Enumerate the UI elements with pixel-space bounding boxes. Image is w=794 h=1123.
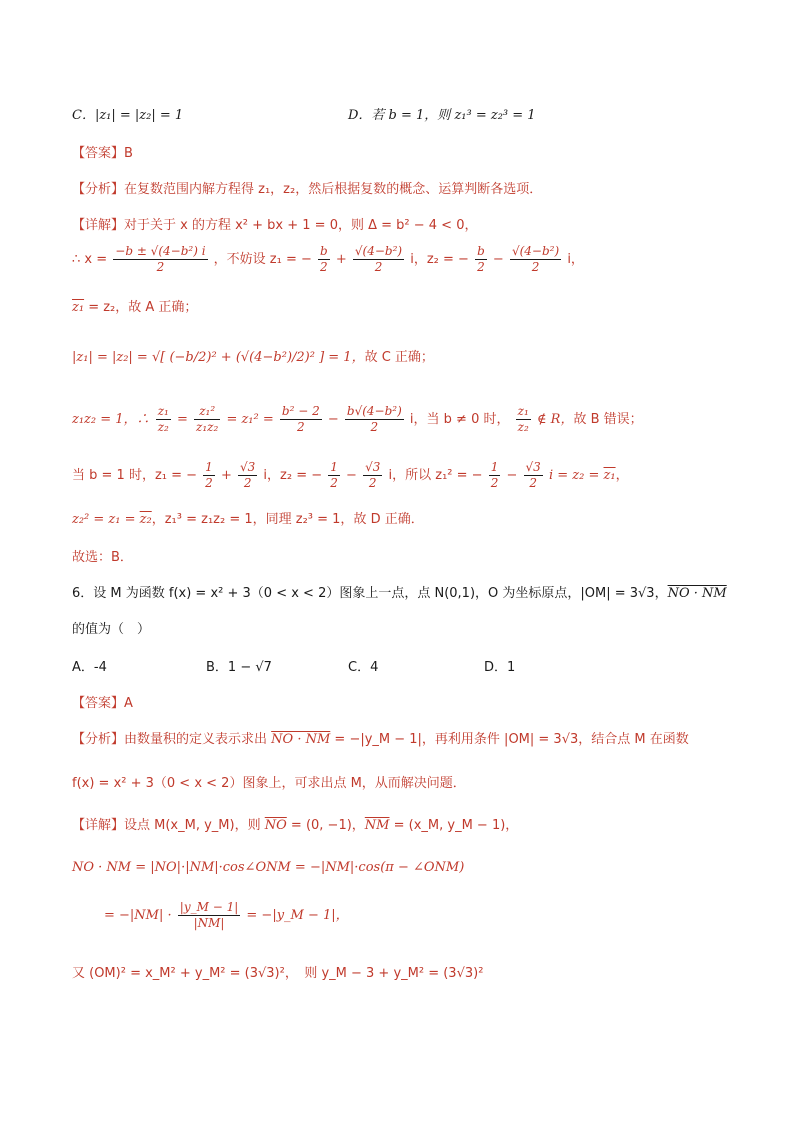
option-d: D．若 b = 1，则 z₁³ = z₂³ = 1 [348,108,536,123]
option-6-a: A．-4 [72,660,107,675]
answer-5: 【答案】B [72,146,133,161]
detail-5-line-1 [72,216,477,236]
analysis-5 [72,180,542,200]
answer-6: 【答案】A [72,696,133,711]
option-6-d: D．1 [484,660,516,675]
detail-5-line-6: 当 b = 1 时，z₁ = − $\frac{1}{2}$ + $\frac{√3}{2}$ i，z₂ = − $\frac{1}{2}$ − $\frac{√3}{2}$ i，所以 z₁² = − $\frac{1}{2}$ − $\frac{√3}{2}$ i = z₂ = z₁， [72,460,629,490]
analysis-text: 在复数范围内解方程得 z₁，z₂，然后根据复数的概念、运算判断各选项． [124,182,543,197]
choose-5: 故选：B． [72,550,133,565]
detail-6-line-1: 【详解】设点 M(x_M, y_M)，则 $\overline{NO} = (0$, −1)，$\overline{NM}$ = (x_M, y_M − 1)， [72,818,519,833]
vector-product: NO · NM [667,586,727,601]
detail-5-line-7: z₂² = z₁ = z₂，z₁³ = z₁z₂ = 1，同理 z₂³ = 1，故 D 正确． [72,512,424,527]
option-6-c: C．4 [348,660,379,675]
detail-5-line-5: z₁z₂ = 1，∴ $\frac{\text{z₁}}{\text{z₂}}$ = $\frac{\text{z₁²}}{\text{z₁z₂}}$ = z₁² = $\frac{\text{b² − 2}}{2}$ − $\frac{\text{b√(4−b²)}}{2}$ i，当 b ≠ 0 时， $\frac{\text{z₁}}{\text{z₂}}$ ∉ R，故 B 错误； [72,404,643,434]
detail-6-line-2: NO · NM = |NO|·|NM|·cos∠ONM = −|NM|·cos(π − ∠ONM) [72,860,465,875]
analysis-6-line-1: 【分析】由数量积的定义表示求出 NO · NM = −|y_M − 1|，再利用条件 |OM| = 3√3，结合点 M 在函数 [72,732,689,747]
detail-tag: 【详解】 [72,218,125,233]
option-6-b: B．1 − √7 [206,660,272,675]
detail-5-line-3: z₁ = z₂，故 A 正确； [72,300,198,315]
detail-5-line-2: ∴ x = $\frac{\text{−b ± √(4−b²) i}}{2}$ ，不妨设 z₁ = − $\frac{b}{2}$ + $\frac{\text{√(4−b²)}}{2}$ i，z₂ = − $\frac{b}{2}$ − $\frac{\text{√(4−b²)}}{2}$ i， [72,244,584,274]
analysis-6-line-2: f(x) = x² + 3（0 < x < 2）图象上，可求出点 M，从而解决问题． [72,776,466,791]
detail-5-line-4: |z₁| = |z₂| = √[ (−b/2)² + (√(4−b²)/2)² ] = 1，故 C 正确； [72,350,434,365]
detail-text: 对于关于 x 的方程 x² + bx + 1 = 0，则 Δ = b² − 4 < 0， [124,218,478,233]
question-6-line-1: 6．设 M 为函数 f(x) = x² + 3（0 < x < 2）图象上一点，点 N(0,1)，O 为坐标原点，|OM| = 3√3，NO · NM [72,586,727,601]
detail-6-line-4: 又 (OM)² = x_M² + y_M² = (3√3)²， 则 y_M − 3 + y_M² = (3√3)² [72,966,484,981]
detail-6-line-3: = −|NM| · $\frac{|y\_M - 1|}{|NM|}$ = −|y_M − 1|， [104,900,349,930]
option-c: C．|z₁| = |z₂| = 1 [72,108,184,123]
question-6-line-2: 的值为（ ） [72,622,151,637]
analysis-tag: 【分析】 [72,182,125,197]
